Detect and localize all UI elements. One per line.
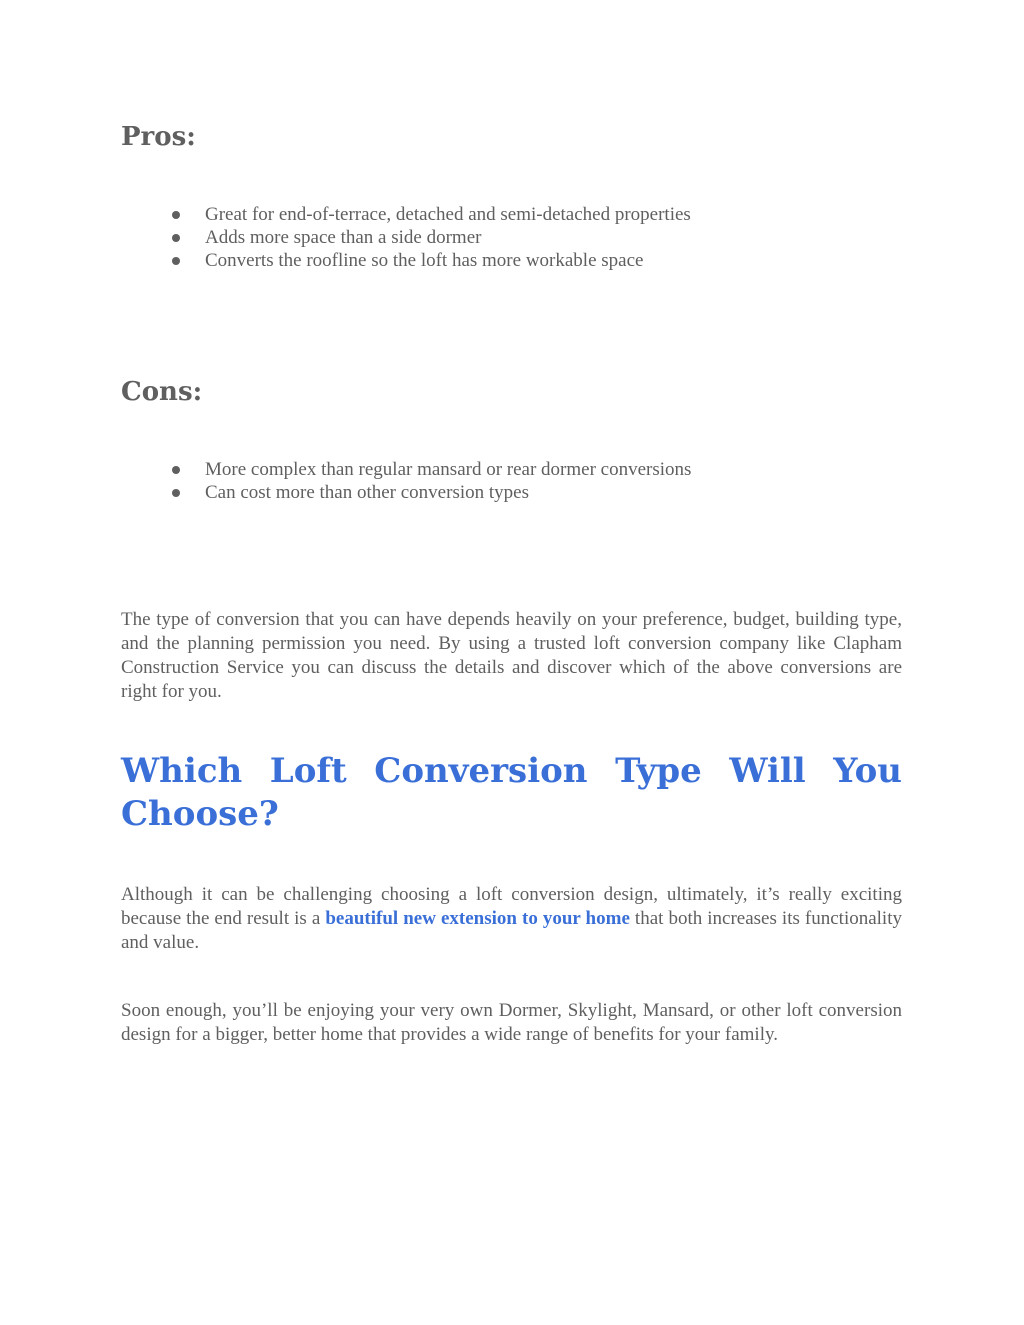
bullet-icon — [172, 234, 180, 242]
list-item — [170, 203, 691, 226]
choosing-design-paragraph — [121, 883, 902, 955]
paragraph-text-before: Although it can be challenging choosing a loft conversion design, ultimately, it’s really exciting because the end result is a — [121, 884, 902, 929]
paragraph-text-after: that both increases its functionality and value. — [121, 908, 902, 953]
section-heading: Which Loft Conversion Type Will You Choose? — [121, 751, 902, 834]
closing-paragraph: Soon enough, you’ll be enjoying your very own Dormer, Skylight, Mansard, or other loft conversion design for a bigger, better home that provides a wide range of benefits for your family. — [121, 1000, 902, 1045]
list-item — [170, 481, 691, 504]
conversion-type-paragraph: The type of conversion that you can have depends heavily on your preference, budget, building type, and the planning permission you need. By using a trusted loft conversion company like Clapham Construction Service you can discuss the details and discover which of the above conversions are right for you. — [121, 609, 902, 702]
list-item — [170, 249, 691, 272]
list-item — [170, 458, 691, 481]
extension-link[interactable]: beautiful new extension to your home — [325, 908, 630, 929]
cons-heading: Cons: — [121, 377, 203, 407]
list-item-text: More complex than regular mansard or rear dormer conversions — [205, 459, 692, 480]
list-item-text: Great for end-of-terrace, detached and semi-detached properties — [205, 204, 691, 225]
cons-list — [170, 458, 691, 504]
bullet-icon — [172, 257, 180, 265]
list-item-text: Can cost more than other conversion types — [205, 482, 529, 503]
bullet-icon — [172, 211, 180, 219]
list-item-text: Converts the roofline so the loft has more workable space — [205, 250, 644, 271]
bullet-icon — [172, 466, 180, 474]
pros-list — [170, 203, 691, 272]
bullet-icon — [172, 489, 180, 497]
pros-heading: Pros: — [121, 122, 196, 152]
list-item-text: Adds more space than a side dormer — [205, 227, 482, 248]
list-item — [170, 226, 691, 249]
